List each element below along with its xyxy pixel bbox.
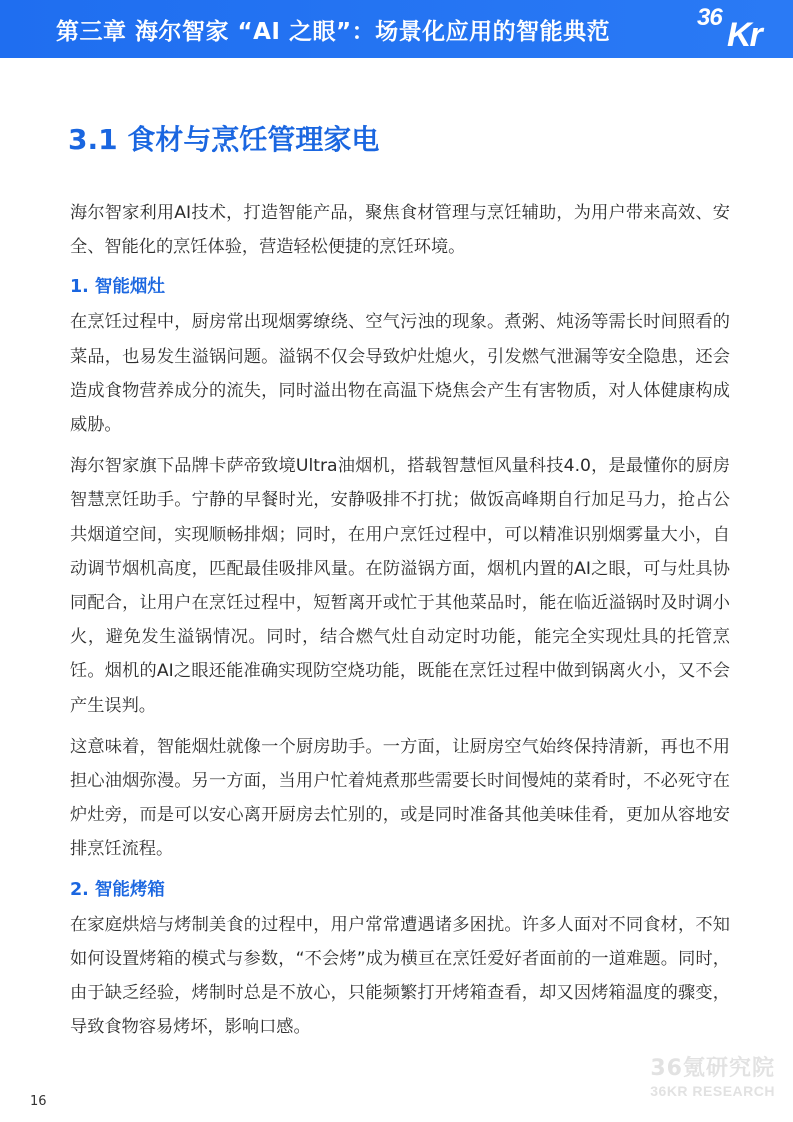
paragraph-casarte-range-hood: 海尔智家旗下品牌卡萨帝致境Ultra油烟机，搭载智慧恒风量科技4.0，是最懂你的厨房智慧烹饪助手。宁静的早餐时光，安静吸排不打扰；做饭高峰期自行加足马力，抢占公共烟道空间，实现顺畅排烟；同时，在用户烹饪过程中，可以精准识别烟雾量大小，自动调节烟机高度，匹配最佳吸排风量。在防溢锅方面，烟机内置的AI之眼，可与灶具协同配合，让用户在烹饪过程中，短暂离开或忙于其他菜品时，能在临近溢锅时及时调小火，避免发生溢锅情况。同时，结合燃气灶自动定时功能，能完全实现灶具的托管烹饪。烟机的AI之眼还能准确实现防空烧功能，既能在烹饪过程中做到锅离火小，又不会产生误判。	[70, 456, 730, 716]
paragraph-baking-problems: 在家庭烘焙与烤制美食的过程中，用户常常遭遇诸多困扰。许多人面对不同食材，不知如何设置烤箱的模式与参数，“不会烤”成为横亘在烹饪爱好者面前的一道难题。同时，由于缺乏经验，烤制时总是不放心，只能频繁打开烤箱查看，却又因烤箱温度的骤变，导致食物容易烤坏，影响口感。	[70, 914, 730, 1038]
36kr-research-watermark	[650, 1056, 775, 1100]
logo-kr-text: Kr	[727, 16, 761, 54]
page-number: 16	[30, 1094, 47, 1109]
logo-36-text: 36	[697, 4, 722, 31]
chapter-header-bar	[0, 0, 793, 58]
article-body	[70, 196, 730, 1051]
subheading-smart-range-hood: 1. 智能烟灶	[70, 277, 165, 298]
watermark-chinese: 36氪研究院	[650, 1056, 775, 1081]
paragraph-cooking-problems: 在烹饪过程中，厨房常出现烟雾缭绕、空气污浊的现象。煮粥、炖汤等需长时间照看的菜品，也易发生溢锅问题。溢锅不仅会导致炉灶熄火，引发燃气泄漏等安全隐患，还会造成食物营养成分的流失，同时溢出物在高温下烧焦会产生有害物质，对人体健康构成威胁。	[70, 312, 730, 436]
36kr-logo	[693, 2, 793, 56]
watermark-english: 36KR RESEARCH	[650, 1083, 775, 1099]
intro-paragraph: 海尔智家利用AI技术，打造智能产品，聚焦食材管理与烹饪辅助，为用户带来高效、安全、智能化的烹饪体验，营造轻松便捷的烹饪环境。	[70, 203, 730, 258]
subheading-smart-oven: 2. 智能烤箱	[70, 879, 165, 900]
chapter-title: 第三章 海尔智家 “AI 之眼”：场景化应用的智能典范	[56, 19, 611, 45]
paragraph-kitchen-assistant: 这意味着，智能烟灶就像一个厨房助手。一方面，让厨房空气始终保持清新，再也不用担心油烟弥漫。另一方面，当用户忙着炖煮那些需要长时间慢炖的菜肴时，不必死守在炉灶旁，而是可以安心离开厨房去忙别的，或是同时准备其他美味佳肴，更加从容地安排烹饪流程。	[70, 736, 730, 860]
section-title: 3.1 食材与烹饪管理家电	[68, 123, 380, 156]
